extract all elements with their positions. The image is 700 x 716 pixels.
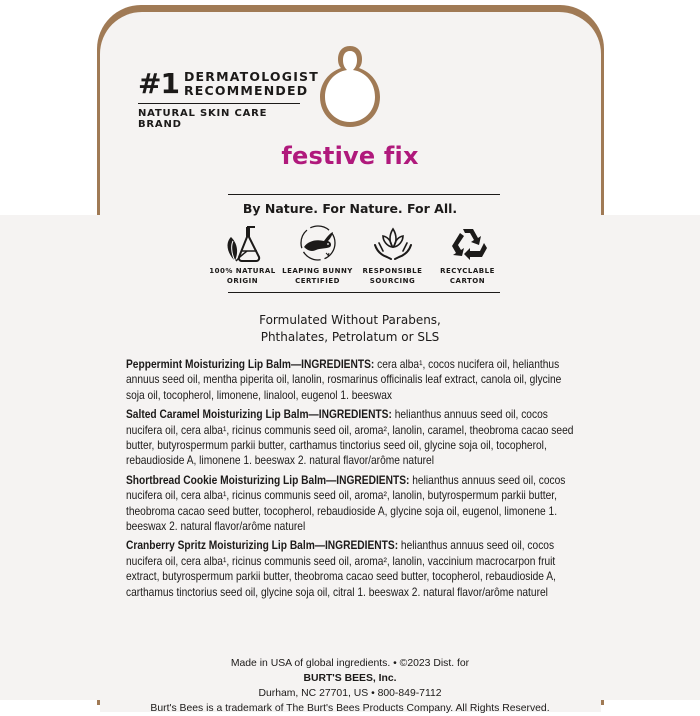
footer-legal	[0, 656, 700, 716]
ingredients-list	[126, 357, 574, 604]
formulated-line-2: Phthalates, Petrolatum or SLS	[260, 330, 440, 344]
claim-number: #1	[138, 67, 179, 100]
recycle-icon	[446, 223, 490, 263]
ingredient-title: Salted Caramel Moisturizing Lip Balm—INGREDIENTS:	[126, 408, 392, 422]
badge-responsible-sourcing	[355, 223, 430, 286]
ingredient-block-salted-caramel	[126, 407, 574, 469]
hang-hole-icon	[316, 42, 384, 130]
formulated-without-statement	[0, 312, 700, 346]
footer-line-2: Burt's Bees is a trademark of The Burt's Bees Products Company. All Rights Reserved.	[150, 703, 550, 714]
footer-address-text: Durham, NC 27701, US • 800-849-7112	[258, 688, 442, 699]
ingredient-block-shortbread-cookie	[126, 473, 574, 535]
ingredient-block-peppermint	[126, 357, 574, 403]
formulated-line-1: Formulated Without Parabens,	[259, 313, 441, 327]
badge-responsible-sourcing-line2: SOURCING	[369, 276, 416, 285]
badge-row	[205, 223, 505, 286]
responsible-sourcing-icon	[371, 223, 415, 263]
claim-line-1: DERMATOLOGIST	[183, 69, 319, 84]
claim-line-2: RECOMMENDED	[183, 83, 309, 98]
footer-line-1	[0, 656, 700, 701]
bottom-divider	[228, 292, 500, 293]
badge-natural-origin	[205, 223, 280, 286]
leaping-bunny-icon	[296, 223, 340, 263]
dermatologist-claim	[138, 67, 319, 130]
top-divider	[228, 194, 500, 195]
badge-leaping-bunny-line2: CERTIFIED	[295, 276, 340, 285]
badge-natural-origin-line2: ORIGIN	[226, 276, 259, 285]
claim-brand-line: NATURAL SKIN CARE BRAND	[138, 108, 268, 130]
tagline: By Nature. For Nature. For All.	[242, 201, 458, 216]
ingredient-text: helianthus annuus seed oil, cocos nucifera oil, cera alba¹, ricinus communis seed oil, aroma², lanolin, caramel, theobroma cacao seed butter, butyrospermum parkii butter, carthamus tinctorius seed oil, glycine soja oil, tocopherol, rebaudioside A, limonene 1. beeswax 2. natural flavor/arôme naturel	[126, 408, 574, 468]
footer-origin-text: Made in USA of global ingredients. • ©2023 Dist. for	[230, 658, 470, 669]
ingredient-text: helianthus annuus seed oil, cocos nucifera oil, cera alba¹, ricinus communis seed oil, aroma², lanolin, vaccinium macrocarpon fruit extract, butyrospermum parkii butter, theobroma cacao seed butter, tocopherol, rebaudioside A, carthamus tinctorius seed oil, glycine soja oil, citral 1. beeswax 2. natural flavor/arôme naturel	[126, 539, 556, 599]
claim-divider	[138, 103, 300, 104]
badge-leaping-bunny-line1: LEAPING BUNNY	[282, 267, 353, 275]
product-name: festive fix	[281, 142, 419, 170]
ingredient-title: Cranberry Spritz Moisturizing Lip Balm—INGREDIENTS:	[126, 539, 399, 553]
badge-responsible-sourcing-line1: RESPONSIBLE	[362, 267, 423, 275]
natural-origin-icon	[221, 223, 265, 263]
ingredient-text: helianthus annuus seed oil, cocos nucifera oil, cera alba¹, ricinus communis seed oil, aroma², lanolin, butyrospermum parkii butter, theobroma cacao seed butter, tocopherol, rebaudioside A, glycine soja oil, eugenol, limonene 1. beeswax 2. natural flavor/arôme naturel	[126, 473, 566, 534]
ingredient-title: Shortbread Cookie Moisturizing Lip Balm—INGREDIENTS:	[126, 473, 410, 487]
ingredient-title: Peppermint Moisturizing Lip Balm—INGREDIENTS:	[126, 358, 375, 371]
ingredient-text: cera alba¹, cocos nucifera oil, helianthus annuus seed oil, mentha piperita oil, lanolin, rosmarinus officinalis leaf extract, canola oil, glycine soja oil, tocopherol, limonene, linalool, eugenol 1. beeswax	[126, 358, 562, 402]
badge-recyclable-carton	[430, 223, 505, 286]
badge-recyclable-carton-line2: CARTON	[449, 276, 486, 285]
footer-brand: BURT'S BEES, Inc.	[303, 673, 397, 684]
badge-recyclable-carton-line1: RECYCLABLE	[440, 267, 495, 275]
badge-leaping-bunny	[280, 223, 355, 286]
ingredient-block-cranberry-spritz	[126, 538, 574, 600]
badge-natural-origin-line1: 100% NATURAL	[209, 267, 276, 275]
